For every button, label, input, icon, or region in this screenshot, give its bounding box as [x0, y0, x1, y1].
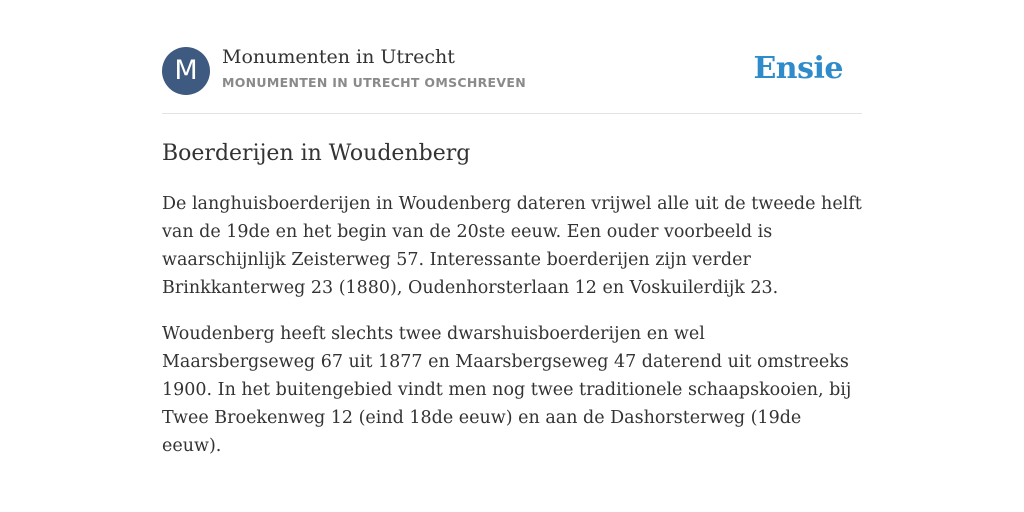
- header: [162, 46, 862, 114]
- article-paragraph: De langhuisboerderijen in Woudenberg dateren vrijwel alle uit de tweede helft van de 19de en het begin van de 20ste eeuw. Een ouder voorbeeld is waarschijnlijk Zeisterweg 57. Interessante boerderijen zijn verder Brinkkanterweg 23 (1880), Oudenhorsterlaan 12 en Voskuilerdijk 23.: [162, 194, 862, 298]
- brand-logo[interactable]: Ensie: [753, 51, 843, 86]
- article-title: Boerderijen in Woudenberg: [162, 141, 471, 166]
- avatar[interactable]: M: [162, 47, 210, 95]
- card: [162, 46, 862, 460]
- site-subtitle: MONUMENTEN IN UTRECHT OMSCHREVEN: [222, 75, 526, 90]
- article-paragraph: Woudenberg heeft slechts twee dwarshuisboerderijen en wel Maarsbergseweg 67 uit 1877 en Maarsbergseweg 47 daterend uit omstreeks 1900. In het buitengebied vindt men nog twee traditionele schaapskooien, bij Twee Broekenweg 12 (eind 18de eeuw) en aan de Dashorsterweg (19de eeuw).: [162, 324, 852, 456]
- site-title[interactable]: Monumenten in Utrecht: [222, 46, 455, 68]
